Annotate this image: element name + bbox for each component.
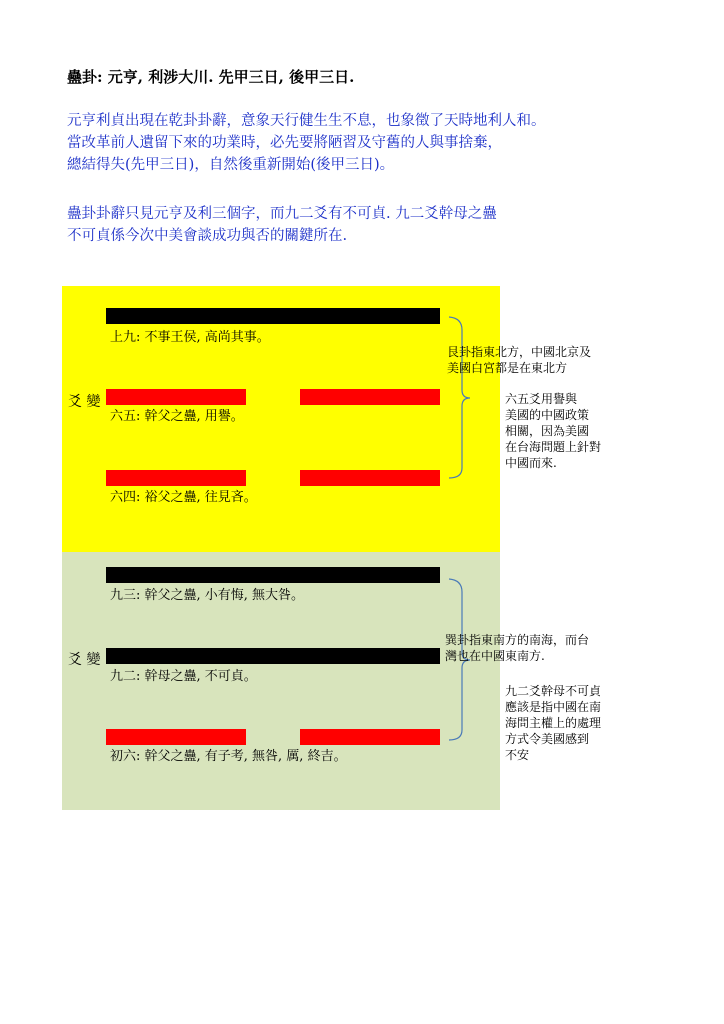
annotation-line: 應該是指中國在南	[505, 700, 602, 714]
lower-annotation-2	[505, 683, 601, 763]
annotation-line: 艮卦指東北方，中國北京及	[447, 345, 592, 359]
intro-line: 元亨利貞出現在乾卦卦辭，意象天行健生生不息，也象徵了天時地利人和。	[67, 113, 546, 129]
yao-text: 六五: 幹父之蠱, 用譽。	[110, 409, 244, 424]
annotation-line: 方式令美國感到	[505, 732, 590, 746]
change-label: 爻 變	[68, 652, 101, 668]
annotation-line: 九二爻幹母不可貞	[505, 684, 602, 698]
upper-annotation-2	[505, 391, 601, 471]
annotation-line: 美國的中國政策	[505, 408, 590, 422]
annotation-line: 相關，因為美國	[505, 424, 590, 438]
annotation-line: 六五爻用譽與	[505, 392, 578, 406]
annotation-line: 灣也在中國東南方.	[445, 649, 545, 663]
annotation-line: 在台海問題上針對	[505, 440, 602, 454]
note-line: 不可貞係今次中美會談成功與否的關鍵所在.	[67, 228, 348, 244]
yao-text: 九三: 幹父之蠱, 小有悔, 無大咎。	[110, 588, 305, 603]
yao-text: 六四: 裕父之蠱, 往見吝。	[110, 490, 257, 505]
annotation-line: 美國白宮都是在東北方	[447, 361, 568, 375]
note-line: 蠱卦卦辭只見元亨及利三個字，而九二爻有不可貞. 九二爻幹母之蠱	[67, 206, 497, 222]
yao-text: 九二: 幹母之蠱, 不可貞。	[110, 669, 257, 684]
yao-text: 上九: 不事王侯, 高尚其事。	[110, 330, 270, 345]
annotation-line: 中國而來.	[505, 456, 557, 470]
lower-annotation-1	[445, 632, 589, 664]
intro-line: 當改革前人遺留下來的功業時，必先要將陋習及守舊的人與事捨棄，	[67, 135, 502, 151]
annotation-line: 海問主權上的處理	[505, 716, 602, 730]
intro-line: 總結得失(先甲三日)，自然後重新開始(後甲三日)。	[67, 157, 395, 173]
change-label: 爻 變	[68, 394, 101, 410]
upper-annotation-1	[447, 344, 591, 376]
yao-text: 初六: 幹父之蠱, 有子考, 無咎, 厲, 終吉。	[110, 749, 347, 764]
upper-brace	[449, 317, 470, 478]
annotation-line: 巽卦指東南方的南海，而台	[445, 633, 590, 647]
page-title: 蠱卦: 元亨, 利涉大川. 先甲三日, 後甲三日.	[67, 68, 355, 86]
annotation-line: 不安	[505, 748, 530, 762]
